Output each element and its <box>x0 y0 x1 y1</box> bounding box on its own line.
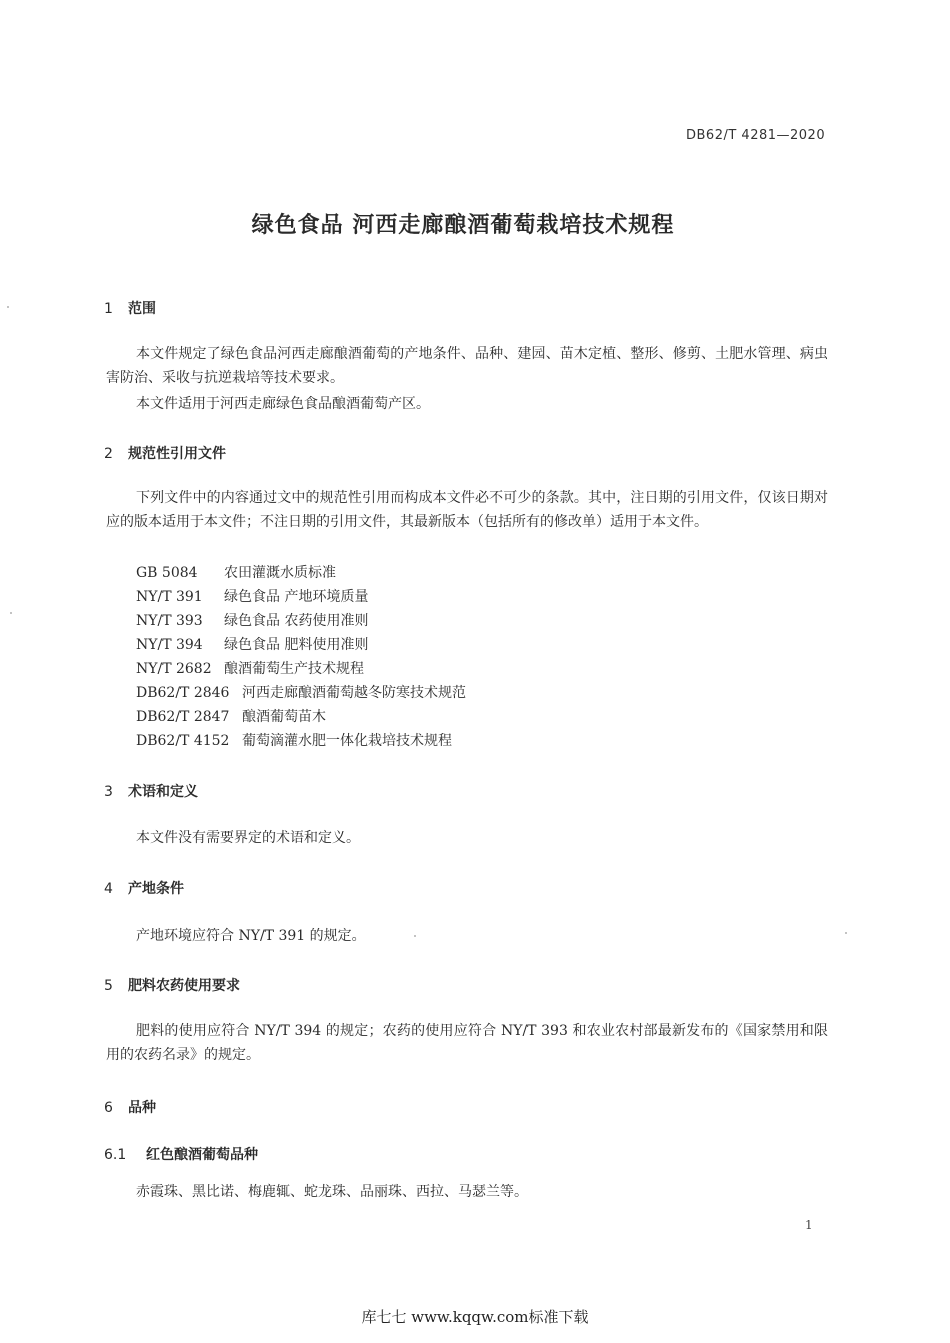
reference-item <box>136 585 368 609</box>
section-number: 3 <box>104 784 113 800</box>
standard-code: DB62/T 4281—2020 <box>686 128 826 143</box>
reference-code: NY/T 391 <box>136 589 203 605</box>
reference-code: DB62/T 2847 <box>136 709 230 725</box>
section-title: 规范性引用文件 <box>128 446 226 462</box>
reference-item <box>136 705 326 729</box>
reference-title: 河西走廊酿酒葡萄越冬防寒技术规范 <box>242 685 466 701</box>
section-5-paragraph: 肥料的使用应符合 NY/T 394 的规定；农药的使用应符合 NY/T 393 和农业农村部最新发布的《国家禁用和限用的农药名录》的规定。 <box>106 1023 828 1063</box>
section-title: 范围 <box>128 301 156 317</box>
section-6-heading <box>104 1097 156 1117</box>
scan-speck <box>10 612 12 614</box>
scan-speck <box>414 935 416 937</box>
reference-title: 农田灌溉水质标准 <box>224 565 336 581</box>
reference-title: 酿酒葡萄生产技术规程 <box>224 661 364 677</box>
reference-item <box>136 729 452 753</box>
section-1-paragraph-2: 本文件适用于河西走廊绿色食品酿酒葡萄产区。 <box>136 396 430 412</box>
reference-title: 绿色食品 产地环境质量 <box>224 589 369 605</box>
page-number: 1 <box>805 1218 813 1232</box>
section-5-heading <box>104 975 240 995</box>
reference-code: GB 5084 <box>136 565 198 581</box>
subsection-title: 红色酿酒葡萄品种 <box>146 1147 258 1163</box>
section-2-intro-paragraph: 下列文件中的内容通过文中的规范性引用而构成本文件必不可少的条款。其中，注日期的引用文件，仅该日期对应的版本适用于本文件；不注日期的引用文件，其最新版本（包括所有的修改单）适用于本文件。 <box>106 490 828 530</box>
document-title: 绿色食品 河西走廊酿酒葡萄栽培技术规程 <box>251 213 675 238</box>
reference-item <box>136 681 466 705</box>
reference-item <box>136 657 364 681</box>
section-number: 4 <box>104 881 113 897</box>
reference-title: 绿色食品 肥料使用准则 <box>224 637 369 653</box>
reference-code: NY/T 393 <box>136 613 203 629</box>
section-1-paragraph-1: 本文件规定了绿色食品河西走廊酿酒葡萄的产地条件、品种、建园、苗木定植、整形、修剪、土肥水管理、病虫害防治、采收与抗逆栽培等技术要求。 <box>106 346 828 386</box>
reference-title: 葡萄滴灌水肥一体化栽培技术规程 <box>242 733 452 749</box>
footer-watermark: 库七七 www.kqqw.com标准下载 <box>361 1308 589 1326</box>
subsection-number: 6.1 <box>104 1147 127 1163</box>
section-number: 2 <box>104 446 113 462</box>
section-title: 肥料农药使用要求 <box>128 978 240 994</box>
reference-item <box>136 561 336 585</box>
section-title: 产地条件 <box>128 881 184 897</box>
reference-item <box>136 633 368 657</box>
section-4-paragraph: 产地环境应符合 NY/T 391 的规定。 <box>136 928 366 944</box>
reference-code: DB62/T 4152 <box>136 733 230 749</box>
section-number: 5 <box>104 978 113 994</box>
reference-code: DB62/T 2846 <box>136 685 230 701</box>
section-title: 品种 <box>128 1100 156 1116</box>
section-3-paragraph: 本文件没有需要界定的术语和定义。 <box>136 830 360 846</box>
section-title: 术语和定义 <box>128 784 198 800</box>
section-3-heading <box>104 781 198 801</box>
section-4-heading <box>104 878 184 898</box>
section-number: 1 <box>104 301 113 317</box>
scan-speck <box>7 306 9 308</box>
reference-item <box>136 609 368 633</box>
subsection-6-1-heading <box>104 1144 258 1164</box>
section-number: 6 <box>104 1100 113 1116</box>
reference-code: NY/T 394 <box>136 637 203 653</box>
section-1-heading <box>104 298 156 318</box>
reference-title: 酿酒葡萄苗木 <box>242 709 326 725</box>
subsection-6-1-paragraph: 赤霞珠、黑比诺、梅鹿辄、蛇龙珠、品丽珠、西拉、马瑟兰等。 <box>136 1184 528 1200</box>
reference-title: 绿色食品 农药使用准则 <box>224 613 369 629</box>
scan-speck <box>845 932 847 934</box>
reference-code: NY/T 2682 <box>136 661 212 677</box>
section-2-heading <box>104 443 226 463</box>
